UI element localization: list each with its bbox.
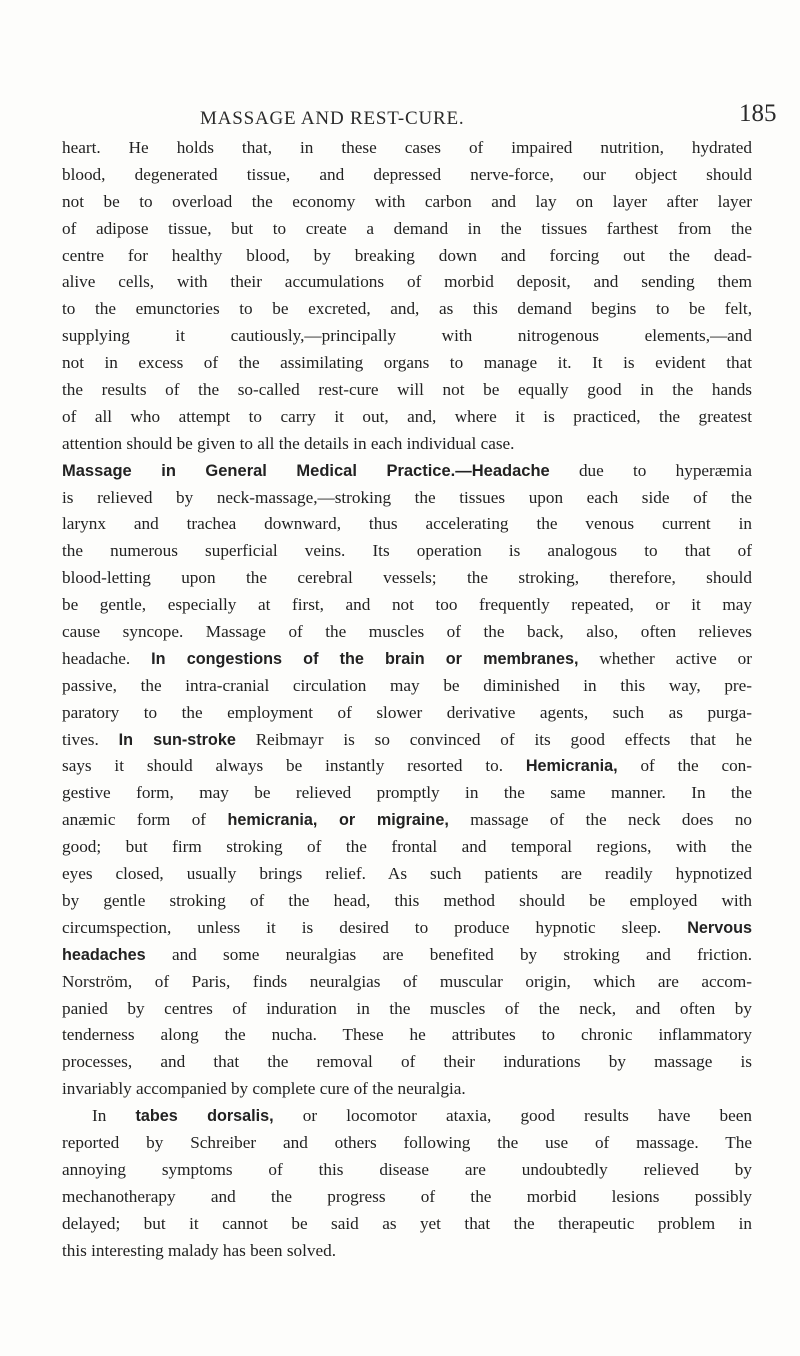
text-run: cause syncope. Massage of the muscles of the back, also, often relieves [62, 622, 752, 642]
text-run: Reibmayr is so convinced of its good effects that he [235, 729, 752, 749]
text-run: and some neuralgias are benefited by stroking and friction. [145, 944, 752, 964]
bold-term: Hemicrania, [525, 757, 618, 776]
text-line [62, 807, 752, 834]
text-run: mechanotherapy and the progress of the morbid lesions possibly [62, 1186, 752, 1206]
text-line [62, 538, 752, 565]
text-line [62, 565, 752, 592]
text-line [62, 1130, 752, 1157]
bold-term: headaches [62, 945, 146, 964]
text-line [62, 969, 752, 996]
text-run: tives. [62, 729, 119, 749]
text-line [62, 377, 752, 404]
text-run: blood, degenerated tissue, and depressed nerve-force, our object should [62, 164, 752, 184]
text-line [62, 753, 752, 780]
text-run: In [92, 1106, 136, 1126]
text-run: of all who attempt to carry it out, and, where it is practiced, the greatest [62, 406, 752, 426]
paragraph-first-line [62, 1103, 752, 1130]
text-line [62, 1076, 752, 1103]
text-run: blood-letting upon the cerebral vessels; the stroking, therefore, should [62, 568, 752, 588]
text-line [62, 1022, 752, 1049]
text-run: be gentle, especially at first, and not too frequently repeated, or it may [62, 595, 752, 615]
text-run: heart. He holds that, in these cases of impaired nutrition, hydrated [62, 138, 752, 157]
text-run: supplying it cautiously,—principally with nitrogenous elements,—and [62, 326, 752, 346]
text-run: alive cells, with their accumulations of morbid deposit, and sending them [62, 272, 752, 292]
text-run: the results of the so-called rest-cure will not be equally good in the hands [62, 380, 752, 400]
text-run: to the emunctories to be excreted, and, as this demand begins to be felt, [62, 299, 752, 319]
text-line [62, 1157, 752, 1184]
text-run: or locomotor ataxia, good results have been [273, 1106, 752, 1126]
text-run: of adipose tissue, but to create a demand in the tissues farthest from the [62, 218, 752, 238]
text-line [62, 216, 752, 243]
text-line [62, 1049, 752, 1076]
text-line [62, 996, 752, 1023]
text-line [62, 834, 752, 861]
text-run: this interesting malady has been solved. [62, 1240, 336, 1260]
text-run: whether active or [578, 648, 752, 668]
body-text [62, 135, 752, 1264]
section-heading-line [62, 458, 752, 485]
text-run: is relieved by neck-massage,—stroking the tissues upon each side of the [62, 487, 752, 507]
text-run: gestive form, may be relieved promptly in the same manner. In the [62, 783, 752, 803]
text-line [62, 592, 752, 619]
page-number: 185 [739, 100, 777, 127]
bold-term: Nervous [687, 918, 752, 937]
section-heading: Massage in General Medical Practice.—Headache [62, 461, 550, 480]
text-line [62, 135, 752, 162]
text-run: not in excess of the assimilating organs to manage it. It is evident that [62, 353, 752, 373]
text-line [62, 485, 752, 512]
bold-term: hemicrania, or migraine, [227, 811, 449, 830]
text-run: passive, the intra-cranial circulation may be diminished in this way, pre- [62, 675, 752, 695]
text-line [62, 404, 752, 431]
text-run: delayed; but it cannot be said as yet that the therapeutic problem in [62, 1213, 752, 1233]
text-line [62, 646, 752, 673]
text-line [62, 1238, 752, 1265]
bold-term: tabes dorsalis, [135, 1107, 274, 1126]
text-run: attention should be given to all the details in each individual case. [62, 433, 515, 453]
text-line [62, 269, 752, 296]
text-line [62, 162, 752, 189]
text-run: paratory to the employment of slower derivative agents, such as purga- [62, 702, 752, 722]
text-run: of the con- [617, 756, 752, 776]
text-run: annoying symptoms of this disease are undoubtedly relieved by [62, 1159, 752, 1179]
text-line [62, 1211, 752, 1238]
text-run: headache. [62, 648, 152, 668]
bold-term: In sun-stroke [118, 730, 236, 749]
text-run: by gentle stroking of the head, this method should be employed with [62, 890, 752, 910]
text-line [62, 431, 752, 458]
running-title: MASSAGE AND REST-CURE. [200, 108, 465, 129]
text-line [62, 700, 752, 727]
text-run: eyes closed, usually brings relief. As such patients are readily hypnotized [62, 864, 752, 884]
text-run: not be to overload the economy with carbon and lay on layer after layer [62, 191, 752, 211]
text-line [62, 511, 752, 538]
text-line [62, 727, 752, 754]
text-line [62, 243, 752, 270]
text-line [62, 861, 752, 888]
text-line [62, 189, 752, 216]
text-run: invariably accompanied by complete cure of the neuralgia. [62, 1079, 466, 1099]
text-line [62, 296, 752, 323]
text-run: due to hyperæmia [549, 460, 752, 480]
text-run: good; but firm stroking of the frontal and temporal regions, with the [62, 837, 752, 857]
text-run: circumspection, unless it is desired to produce hypnotic sleep. [62, 917, 688, 937]
text-run: reported by Schreiber and others following the use of massage. The [62, 1132, 752, 1152]
text-run: tenderness along the nucha. These he attributes to chronic inflammatory [62, 1025, 752, 1045]
text-line [62, 780, 752, 807]
text-line [62, 942, 752, 969]
text-line [62, 323, 752, 350]
text-line [62, 619, 752, 646]
text-line [62, 888, 752, 915]
text-run: says it should always be instantly resorted to. [62, 756, 526, 776]
text-run: Norström, of Paris, finds neuralgias of muscular origin, which are accom- [62, 971, 752, 991]
text-run: massage of the neck does no [448, 810, 753, 830]
text-run: panied by centres of induration in the muscles of the neck, and often by [62, 998, 752, 1018]
text-line [62, 350, 752, 377]
bold-term: In congestions of the brain or membranes, [151, 649, 579, 668]
text-line [62, 915, 752, 942]
text-line [62, 673, 752, 700]
text-run: processes, and that the removal of their indurations by massage is [62, 1052, 752, 1072]
text-line [62, 1184, 752, 1211]
text-run: centre for healthy blood, by breaking down and forcing out the dead- [62, 245, 752, 265]
text-run: the numerous superficial veins. Its operation is analogous to that of [62, 541, 752, 561]
text-run: larynx and trachea downward, thus accelerating the venous current in [62, 514, 752, 534]
text-run: anæmic form of [62, 810, 228, 830]
